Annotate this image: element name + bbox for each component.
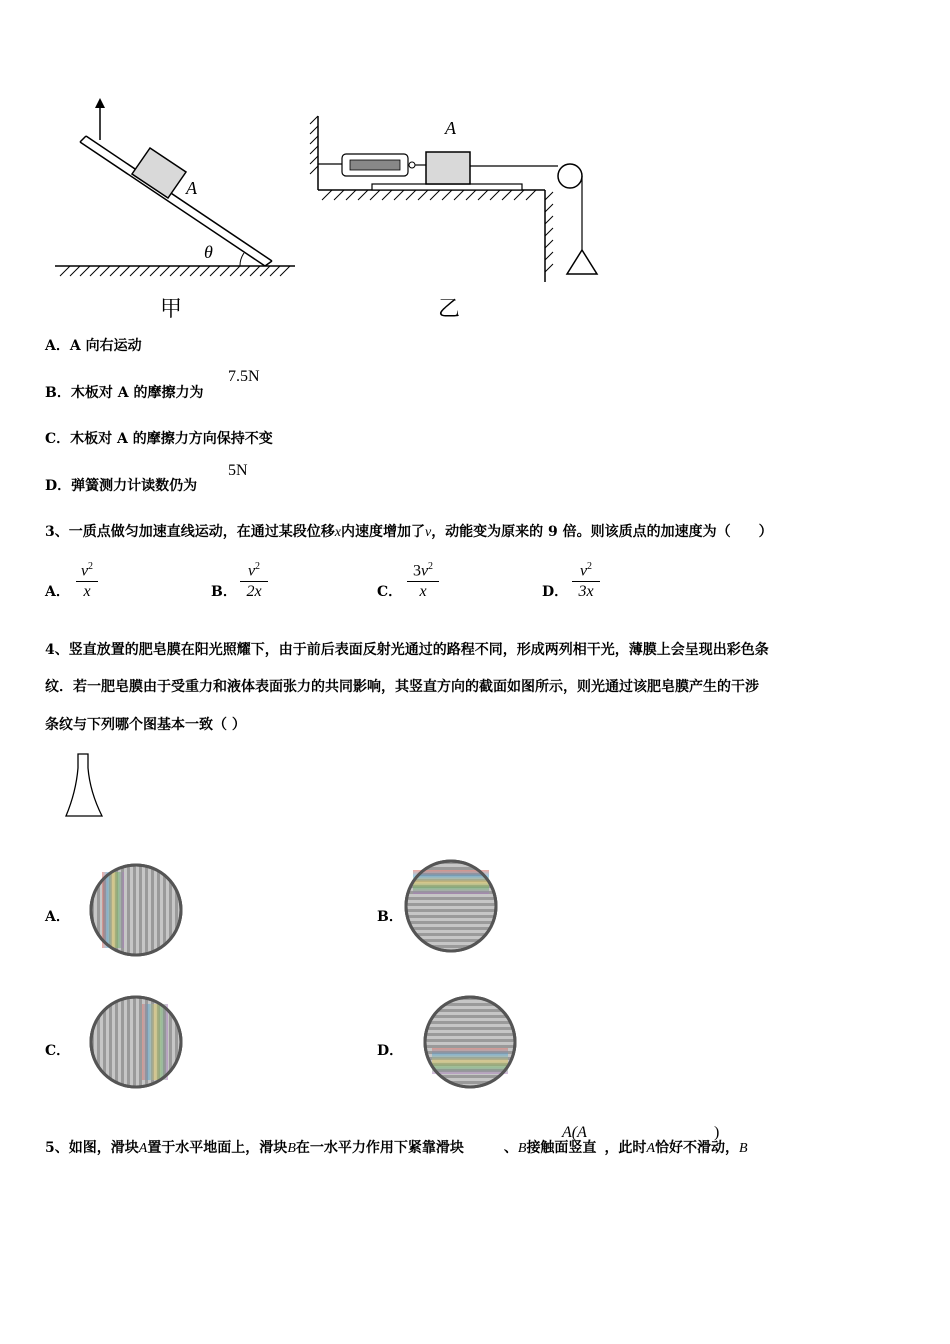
q4-option-b-image bbox=[403, 858, 499, 954]
q5-stem: 5、如图，滑块A置于水平地面上，滑块B在一水平力作用下紧靠滑块 、B接触面竖直 ，此时A恰好不滑动，B bbox=[45, 1140, 748, 1156]
q5-formula-top: A(A bbox=[562, 1124, 587, 1141]
q4-line-3: 条纹与下列哪个图基本一致（ ） bbox=[45, 717, 246, 733]
soap-film-cross-section bbox=[62, 752, 108, 820]
label-theta: θ bbox=[204, 242, 213, 262]
q5-number: 5、 bbox=[45, 1140, 69, 1156]
figure-friction-setup bbox=[40, 90, 620, 330]
q3-stem: 3、一质点做匀加速直线运动，在通过某段位移x内速度增加了v，动能变为原来的 9 倍。则该质点的加速度为（ ） bbox=[45, 524, 773, 540]
figure-jia bbox=[55, 98, 295, 322]
q4-line-2: 纹．若一肥皂膜由于受重力和液体表面张力的共同影响，其竖直方向的截面如图所示，则光通过该肥皂膜产生的干涉 bbox=[45, 679, 759, 695]
q4-line-1: 4、竖直放置的肥皂膜在阳光照耀下，由于前后表面反射光通过的路程不同，形成两列相干光，薄膜上会呈现出彩色条 bbox=[45, 642, 769, 658]
q3-option-d-letter: D． bbox=[542, 584, 569, 600]
q2-option-a: A．A 向右运动 bbox=[45, 338, 142, 354]
caption-yi: 乙 bbox=[438, 297, 461, 322]
q2-option-d-value: 5N bbox=[228, 462, 248, 479]
label-A-yi: A bbox=[445, 118, 456, 138]
q4-option-d-image bbox=[422, 994, 518, 1090]
caption-jia: 甲 bbox=[160, 297, 183, 322]
q2-option-b: B．木板对 A 的摩擦力为 bbox=[45, 385, 204, 401]
q2-option-d: D．弹簧测力计读数仍为 bbox=[45, 478, 198, 494]
figure-yi bbox=[310, 116, 597, 322]
q3-option-d-fraction: $v^2$ 3x bbox=[572, 558, 600, 601]
q3-option-a-fraction: $v^2$ x bbox=[76, 558, 98, 601]
label-A-jia: A bbox=[186, 178, 197, 198]
q4-option-b-letter: B． bbox=[377, 909, 403, 925]
q3-option-c-fraction: $3v^2$ x bbox=[407, 558, 439, 601]
q3-option-b-letter: B． bbox=[211, 584, 237, 600]
q4-option-c-letter: C． bbox=[45, 1043, 71, 1059]
q2-option-c: C．木板对 A 的摩擦力方向保持不变 bbox=[45, 431, 273, 447]
q3-number: 3、 bbox=[45, 524, 69, 540]
q4-number: 4、 bbox=[45, 642, 69, 658]
q5-formula-paren: ) bbox=[714, 1124, 720, 1141]
q3-option-b-fraction: $v^2$ 2x bbox=[240, 558, 268, 601]
q4-option-c-image bbox=[88, 994, 184, 1090]
q4-option-a-image bbox=[88, 862, 184, 958]
q4-option-a-letter: A． bbox=[45, 909, 70, 925]
q2-option-b-value: 7.5N bbox=[228, 368, 260, 385]
q3-option-c-letter: C． bbox=[377, 584, 403, 600]
q4-option-d-letter: D． bbox=[377, 1043, 404, 1059]
q3-option-a-letter: A． bbox=[45, 584, 70, 600]
